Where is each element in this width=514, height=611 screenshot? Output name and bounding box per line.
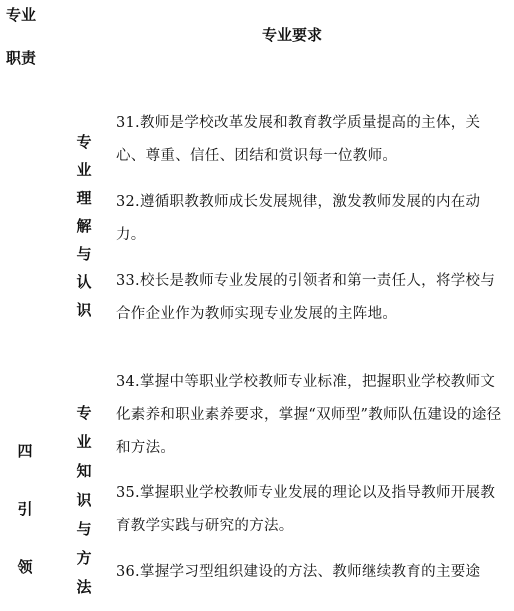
requirement-item: 36.掌握学习型组织建设的方法、教师继续教育的主要途 (116, 564, 481, 580)
category-char: 与 (76, 520, 92, 538)
requirement-item: 35.掌握职业学校教师专业发展的理论以及指导教师开展教育教学实践与研究的方法。 (116, 485, 496, 534)
requirement-item: 33.校长是教师专业发展的引领者和第一责任人，将学校与合作企业作为教师实现专业发展的主阵地。 (116, 273, 496, 322)
header-duty-line1: 专业 (6, 6, 37, 24)
category-char: 解 (76, 217, 92, 235)
duty-char: 四 (17, 442, 33, 460)
requirement-item: 32.遵循职教教师成长发展规律，激发教师发展的内在动力。 (116, 194, 481, 243)
requirement-item: 31.教师是学校改革发展和教育教学质量提高的主体，关心、尊重、信任、团结和赏识每一位教师。 (116, 115, 481, 164)
category-char: 业 (76, 433, 92, 451)
category-char: 业 (76, 161, 92, 179)
category-knowledge (73, 399, 95, 602)
category-char: 法 (76, 578, 92, 596)
duty-char: 引 (17, 500, 33, 518)
category-char: 专 (76, 404, 92, 422)
category-char: 方 (76, 549, 92, 567)
duty-char: 领 (17, 558, 33, 576)
requirement-item: 34.掌握中等职业学校教师专业标准，把握职业学校教师文化素养和职业素养要求，掌握“双师型”教师队伍建设的途径和方法。 (116, 374, 502, 456)
category-char: 与 (76, 245, 92, 263)
category-char: 知 (76, 462, 92, 480)
header-requirements: 专业要求 (262, 26, 323, 44)
category-understanding (73, 128, 95, 324)
category-char: 识 (76, 491, 92, 509)
category-char: 专 (76, 133, 92, 151)
duty-label (14, 437, 36, 611)
category-char: 认 (76, 273, 92, 291)
header-duty-line2: 职责 (6, 49, 37, 67)
category-char: 识 (76, 301, 92, 319)
category-char: 理 (76, 189, 92, 207)
